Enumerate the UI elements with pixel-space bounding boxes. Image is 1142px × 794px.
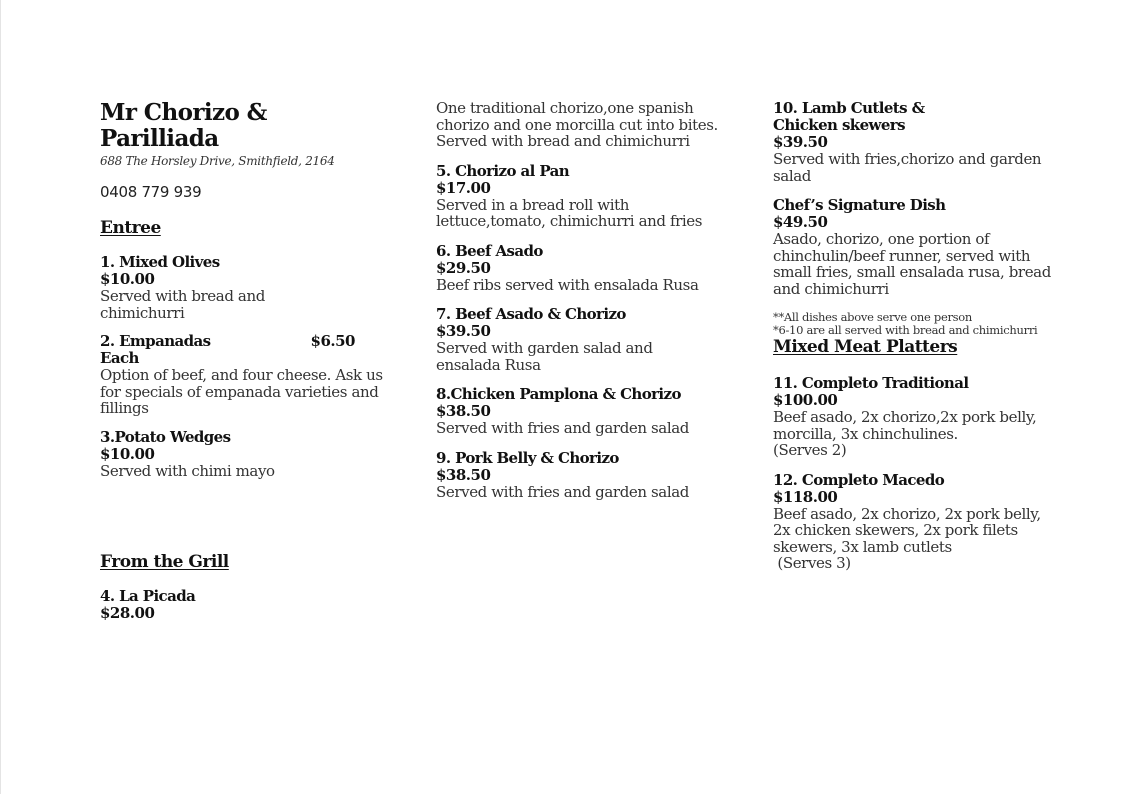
item-description: Beef asado, 2x chorizo, 2x pork belly, 2x chicken skewers, 2x pork filets skewers, 3x lamb cutlets <box>773 504 1041 556</box>
item-price: $38.50 <box>436 402 491 420</box>
menu-item-la-picada <box>100 588 410 622</box>
item-price: $100.00 <box>773 391 838 409</box>
item-price: $29.50 <box>436 258 491 277</box>
menu-column-3 <box>773 100 1093 572</box>
item-name: 5. Chorizo al Pan <box>436 161 570 180</box>
section-title-grill: From the Grill <box>100 552 229 572</box>
item-price: $10.00 <box>100 270 155 288</box>
serving-note: **All dishes above serve one person <box>773 310 972 324</box>
menu-item-lamb-cutlets-chicken-skewers <box>773 100 1093 184</box>
item-description: Served with fries,chorizo and garden salad <box>773 150 1042 185</box>
serving-notes <box>773 311 1093 337</box>
menu-item-beef-asado-chorizo <box>436 306 756 373</box>
menu-column-2 <box>436 100 756 500</box>
item-description: Served with bread and chimichurri <box>100 287 265 322</box>
menu-item-potato-wedges <box>100 429 410 480</box>
item-price-suffix: Each <box>100 349 139 367</box>
item-price: $10.00 <box>100 444 155 463</box>
menu-item-completo-traditional <box>773 375 1093 459</box>
item-description: Option of beef, and four cheese. Ask us for specials of empanada varieties and fillings <box>100 366 383 417</box>
item-name: 9. Pork Belly & Chorizo <box>436 448 619 467</box>
menu-column-1 <box>100 100 410 622</box>
item-serves: (Serves 2) <box>773 441 847 459</box>
item-description: Beef asado, 2x chorizo,2x pork belly, morcilla, 3x chinchulines. <box>773 408 1037 443</box>
item-description: Served in a bread roll with lettuce,tomato, chimichurri and fries <box>436 195 703 230</box>
item-name: 1. Mixed Olives <box>100 253 220 271</box>
item-price: $17.00 <box>436 178 491 197</box>
item-description: Served with fries and garden salad <box>436 482 689 501</box>
section-title-platters: Mixed Meat Platters <box>773 337 958 357</box>
item-description: Asado, chorizo, one portion of chinchulin/beef runner, served with small fries, small ensalada rusa, bread and chimichurri <box>773 230 1051 298</box>
restaurant-phone: 0408 779 939 <box>100 183 202 201</box>
menu-item-chicken-pamplona-chorizo <box>436 386 756 437</box>
item-name-line-1: 10. Lamb Cutlets & <box>773 99 925 117</box>
item-name: 2. Empanadas <box>100 332 211 350</box>
item-price: $38.50 <box>436 465 491 484</box>
menu-item-mixed-olives <box>100 254 410 321</box>
item-name: 6. Beef Asado <box>436 241 543 260</box>
restaurant-name-line-2: Parilliada <box>100 125 219 152</box>
item-description: Served with fries and garden salad <box>436 419 689 437</box>
item-description: Served with chimi mayo <box>100 461 275 480</box>
item-price: $6.50 <box>310 332 355 350</box>
restaurant-name <box>100 100 410 152</box>
menu-item-empanadas <box>100 333 410 417</box>
item-name: 11. Completo Traditional <box>773 374 969 392</box>
item-name: 12. Completo Macedo <box>773 470 945 489</box>
item-name: 3.Potato Wedges <box>100 427 231 446</box>
menu-item-chefs-signature-dish <box>773 197 1093 297</box>
menu-item-pork-belly-chorizo <box>436 450 756 501</box>
item-serves: (Serves 3) <box>773 554 851 572</box>
item-name: 4. La Picada <box>100 587 196 605</box>
section-title-entree: Entree <box>100 218 161 238</box>
item-name: 8.Chicken Pamplona & Chorizo <box>436 385 681 403</box>
restaurant-address: 688 The Horsley Drive, Smithfield, 2164 <box>100 154 335 168</box>
item-name: 7. Beef Asado & Chorizo <box>436 305 626 323</box>
la-picada-description: One traditional chorizo,one spanish chorizo and one morcilla cut into bites. Served with bread and chimichurri <box>436 99 718 150</box>
item-price: $28.00 <box>100 604 155 622</box>
menu-item-beef-asado <box>436 243 756 294</box>
menu-item-completo-macedo <box>773 472 1093 572</box>
item-price: $39.50 <box>773 133 828 151</box>
menu-item-chorizo-al-pan <box>436 163 756 230</box>
serving-note: *6-10 are all served with bread and chimichurri <box>773 323 1038 337</box>
item-description: Beef ribs served with ensalada Rusa <box>436 275 699 294</box>
item-price: $39.50 <box>436 322 491 340</box>
item-price: $118.00 <box>773 487 838 506</box>
restaurant-name-line-1: Mr Chorizo & <box>100 99 267 126</box>
item-name-line-2: Chicken skewers <box>773 116 905 134</box>
item-description: Served with garden salad and ensalada Rusa <box>436 339 653 374</box>
item-price: $49.50 <box>773 213 828 231</box>
item-name: Chef’s Signature Dish <box>773 196 946 214</box>
